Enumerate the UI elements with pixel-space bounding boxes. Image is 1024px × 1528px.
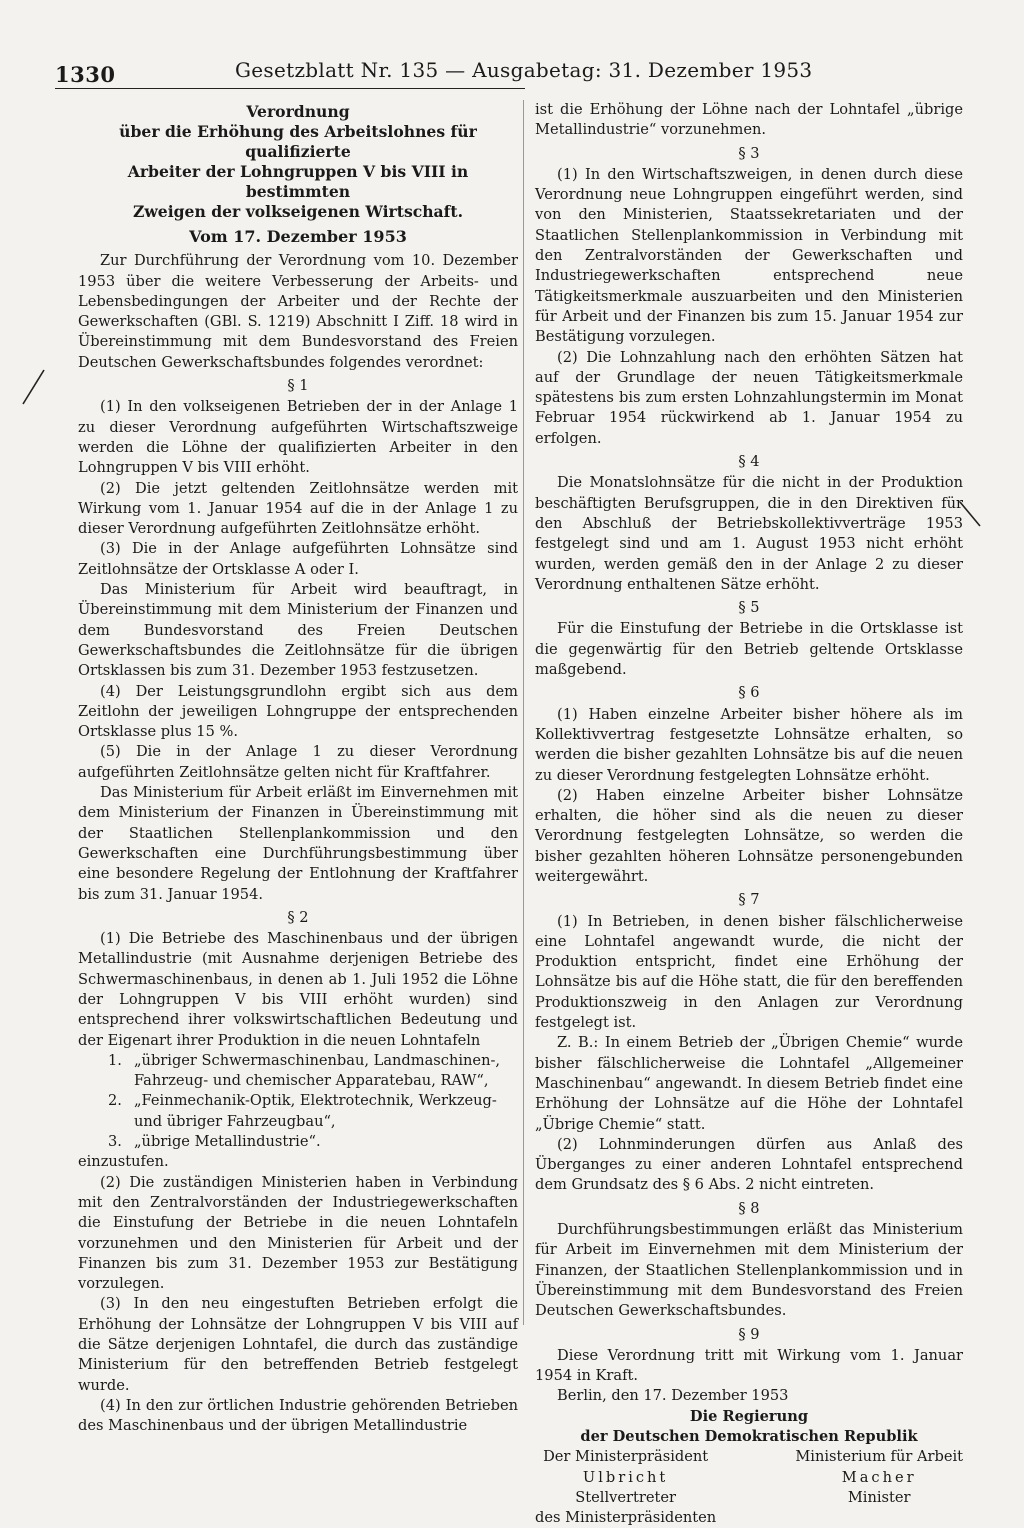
section-heading-6: § 6 [738,684,760,702]
paragraph: (2) Lohnminderungen dürfen aus Anlaß des Überganges zu einer anderen Lohntafel entsprechend dem Grundsatz des § 6 Abs. 2 nicht eintreten. [535,1135,963,1194]
paragraph: (2) Die zuständigen Ministerien haben in Verbindung mit den Zentralvorständen der Industriegewerkschaften die Einstufung der Betriebe in die neuen Lohntafeln vorzunehmen und den Ministerien für Arbeit und der Finanzen bis zum 31. Dezember 1953 zur Bestätigung vorzulegen. [78,1173,518,1293]
section-heading-4: § 4 [738,453,760,471]
margin-mark-left [20,368,46,408]
paragraph: ist die Erhöhung der Löhne nach der Lohntafel „übrige Metallindustrie“ vorzunehmen. [535,101,963,139]
paragraph: Z. B.: In einem Betrieb der „Übrigen Chemie“ wurde bisher fälschlicherweise die Lohntafel „Allgemeiner Maschinenbau“ angewandt. In diesem Betrieb findet eine Erhöhung der Lohnsätze auf die Höhe der Lohntafel „Übrige Chemie“ statt. [535,1034,963,1133]
signature-title: Ministerium für Arbeit [795,1448,963,1466]
list-item-text: „Feinmechanik-Optik, Elektrotechnik, Werkzeug- und übriger Fahrzeugbau“, [134,1092,497,1130]
running-title: Gesetzblatt Nr. 135 — Ausgabetag: 31. Dezember 1953 [235,58,813,82]
intro-paragraph: Zur Durchführung der Verordnung vom 10. Dezember 1953 über die weitere Verbesserung der Arbeits- und Lebensbedingungen der Arbeiter und der Rechte der Gewerkschaften (GBl. S. 1219) Abschnitt I Ziff. 18 wird in Übereinstimmung mit dem Bundesvorstand des Freien Deutschen Gewerkschaftsbundes folgendes verordnet: [78,252,518,371]
title-line: Zweigen der volkseigenen Wirtschaft. [132,202,463,221]
paragraph: (1) Haben einzelne Arbeiter bisher höhere als im Kollektivvertrag festgesetzte Lohnsätze erhalten, so werden die bisher gezahlten Lohnsätze bis auf die neuen zu dieser Verordnung festgelegten Lohnsätze erhöht. [535,705,963,784]
signature-prime-minister [535,1447,716,1528]
list-item-text: „übrige Metallindustrie“. [134,1133,321,1151]
signatory-name: Ulbricht [582,1468,669,1486]
signatory-role: des Ministerpräsidenten [535,1509,717,1527]
title-line: über die Erhöhung des Arbeitslohnes für qualifizierte [119,122,477,161]
signature-labour-ministry [795,1447,963,1528]
paragraph: Das Ministerium für Arbeit erläßt im Einvernehmen mit dem Ministerium der Finanzen in Übereinstimmung mit der Staatlichen Stellenplankommission und den Gewerkschaften eine Durchführungsbestimmung über eine besondere Regelung der Entlohnung der Kraftfahrer bis zum 31. Januar 1954. [78,784,518,903]
left-column [78,102,518,1437]
section-heading-1: § 1 [287,377,309,395]
list-item-number: 2. [108,1092,122,1110]
paragraph: (3) In den neu eingestuften Betrieben erfolgt die Erhöhung der Lohnsätze der Lohngruppen V bis VIII auf die Sätze derjenigen Lohntafel, die durch das zuständige Ministerium für den betreffenden Betrieb festgelegt wurde. [78,1295,518,1394]
column-divider [523,100,524,1325]
list-item [108,1132,518,1152]
paragraph: einzustufen. [78,1153,169,1171]
government-line-1: Die Regierung [689,1407,809,1425]
list-item-text: „übriger Schwermaschinenbau, Landmaschinen-, Fahrzeug- und chemischer Apparatebau, RAW“, [134,1051,501,1090]
government-line-2: der Deutschen Demokratischen Republik [580,1428,918,1445]
section-heading-2: § 2 [287,908,309,926]
list-item [108,1091,518,1132]
ordinance-title [78,102,518,222]
paragraph: (1) Die Betriebe des Maschinenbaus und der übrigen Metallindustrie (mit Ausnahme derjenigen Betriebe des Schwermaschinenbaus, in denen ab 1. Juli 1952 die Löhne der Lohngruppen V bis VIII erhöht wurden) sind entsprechend ihrer volkswirtschaftlichen Bedeutung und der Eigenart ihrer Produktion in die neuen Lohntafeln [78,930,518,1049]
ordinance-date: Vom 17. Dezember 1953 [189,227,407,246]
signatory-role: Stellvertreter [575,1488,676,1506]
header-rule [55,88,525,89]
list-item-number: 3. [108,1133,122,1151]
wage-table-list [108,1051,518,1152]
section-heading-8: § 8 [738,1199,760,1217]
paragraph: (1) In den volkseigenen Betrieben der in der Anlage 1 zu dieser Verordnung aufgeführten Wirtschaftszweige werden die Löhne der qualifizierten Arbeiter in den Lohngruppen V bis VIII erhöht. [78,398,518,477]
signature-block [535,1447,963,1528]
paragraph: (4) Der Leistungsgrundlohn ergibt sich aus dem Zeitlohn der jeweiligen Lohngruppe der entsprechenden Ortsklasse plus 15 %. [78,682,518,741]
section-heading-7: § 7 [738,891,760,909]
paragraph: (1) In den Wirtschaftszweigen, in denen durch diese Verordnung neue Lohngruppen eingeführt werden, sind von den Ministerien, Staatssekretariaten und der Staatlichen Stellenplankommission in Verbindung mit den Zentralvorständen der Gewerkschaften und Industriegewerkschaften entsprechend neue Tätigkeitsmerkmale auszuarbeiten und den Ministerien für Arbeit und der Finanzen bis zum 15. Januar 1954 zur Bestätigung vorzulegen. [535,165,963,346]
paragraph: Die Monatslohnsätze für die nicht in der Produktion beschäftigten Berufsgruppen, die in den Direktiven für den Abschluß der Betriebskollektivverträge 1953 festgelegt sind und am 1. August 1953 nicht erhöht wurden, werden gemäß den in der Anlage 2 zu dieser Verordnung enthaltenen Sätze erhöht. [535,474,963,593]
signatory-role: Minister [847,1488,911,1506]
title-line: Arbeiter der Lohngruppen V bis VIII in bestimmten [127,162,469,201]
list-item [108,1051,518,1092]
paragraph: (4) In den zur örtlichen Industrie gehörenden Betrieben des Maschinenbaus und der übrigen Metallindustrie [78,1396,518,1435]
signatory-name: Macher [841,1468,917,1486]
paragraph: (2) Haben einzelne Arbeiter bisher Lohnsätze erhalten, die höher sind als die neuen zu dieser Verordnung festgelegten Lohnsätze, so werden die bisher gezahlten höheren Lohnsätze personengebunden weitergewährt. [535,786,963,885]
page-number: 1330 [55,62,116,87]
signature-title: Der Ministerpräsident [543,1448,709,1466]
paragraph: (1) In Betrieben, in denen bisher fälschlicherweise eine Lohntafel angewandt wurde, die nicht der Produktion entspricht, findet eine Erhöhung der Lohnsätze bis auf die Höhe statt, die für den bereffenden Produktionszweig in den Anlagen zur Verordnung festgelegt ist. [535,912,963,1032]
paragraph: (5) Die in der Anlage 1 zu dieser Verordnung aufgeführten Zeitlohnsätze gelten nicht für Kraftfahrer. [78,743,518,781]
paragraph: Für die Einstufung der Betriebe in die Ortsklasse ist die gegenwärtig für den Betrieb geltende Ortsklasse maßgebend. [535,620,963,679]
section-heading-9: § 9 [738,1325,760,1343]
paragraph: Diese Verordnung tritt mit Wirkung vom 1. Januar 1954 in Kraft. [535,1346,963,1385]
paragraph: (2) Die Lohnzahlung nach den erhöhten Sätzen hat auf der Grundlage der neuen Tätigkeitsmerkmale spätestens bis zum ersten Lohnzahlungstermin im Monat Februar 1954 rückwirkend ab 1. Januar 1954 zu erfolgen. [535,348,963,447]
paragraph: (3) Die in der Anlage aufgeführten Lohnsätze sind Zeitlohnsätze der Ortsklasse A oder I. [78,540,518,578]
place-and-date: Berlin, den 17. Dezember 1953 [557,1387,789,1405]
section-heading-5: § 5 [738,599,760,617]
title-line: Verordnung [246,102,350,121]
section-heading-3: § 3 [738,144,760,162]
paragraph: Durchführungsbestimmungen erläßt das Ministerium für Arbeit im Einvernehmen mit dem Ministerium der Finanzen, der Staatlichen Stellenplankommission und in Übereinstimmung mit dem Bundesvorstand des Freien Deutschen Gewerkschaftsbundes. [535,1221,963,1320]
right-column [535,100,963,1528]
paragraph: Das Ministerium für Arbeit wird beauftragt, in Übereinstimmung mit dem Ministerium der Finanzen und dem Bundesvorstand des Freien Deutschen Gewerkschaftsbundes die Zeitlohnsätze für die übrigen Ortsklassen bis zum 31. Dezember 1953 festzusetzen. [78,581,518,680]
paragraph: (2) Die jetzt geltenden Zeitlohnsätze werden mit Wirkung vom 1. Januar 1954 auf die in der Anlage 1 zu dieser Verordnung aufgeführten Zeitlohnsätze erhöht. [78,479,518,538]
list-item-number: 1. [108,1051,122,1069]
